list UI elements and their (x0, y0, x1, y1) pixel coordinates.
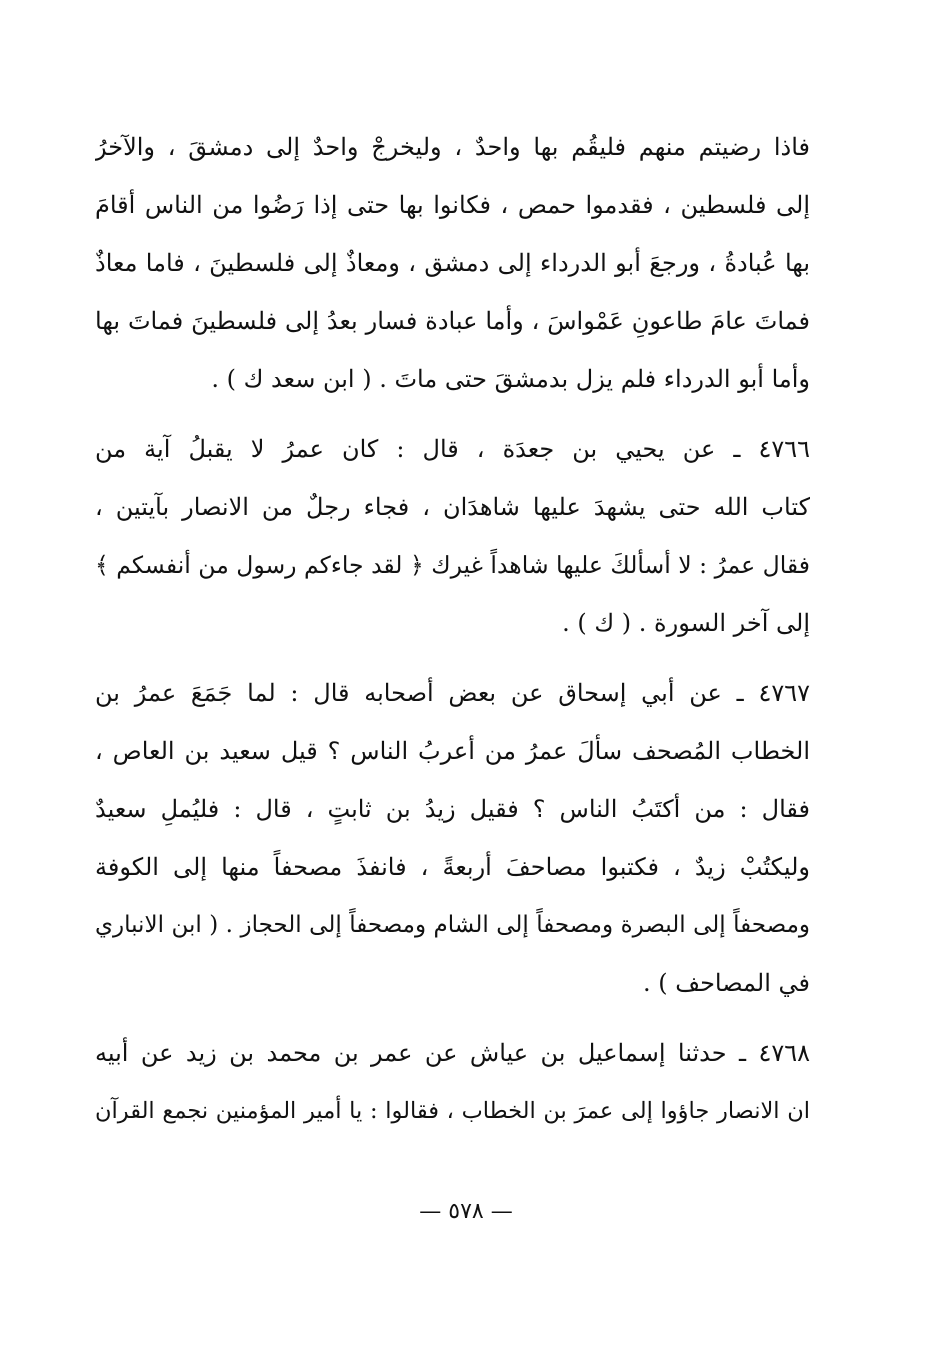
page-number: — ٥٧٨ — (419, 1199, 513, 1224)
paragraph-4767 (95, 664, 810, 1012)
text-line: ان الانصار جاؤوا إلى عمرَ بن الخطاب ، فقالوا : يا أمير المؤمنين نجمع القرآن (95, 1098, 810, 1124)
text-line: ٤٧٦٦ ـ عن يحيي بن جعدَة ، قال : كان عمرُ لا يقبلُ آية من (95, 435, 810, 463)
text-line: في المصاحف ) . (642, 969, 810, 997)
text-line: كتاب الله حتى يشهدَ عليها شاهدَان ، فجاء رجلٌ من الانصار بآيتين ، (95, 493, 810, 521)
text-line: فماتَ عامَ طاعونِ عَمْواسَ ، وأما عبادة فسار بعدُ إلى فلسطينَ فماتَ بها (95, 307, 810, 335)
text-line: بها عُبادةُ ، ورجعَ أبو الدرداء إلى دمشق ، ومعاذٌ إلى فلسطينَ ، فاما معاذٌ (95, 249, 810, 277)
paragraph-gap (95, 408, 810, 420)
paragraph-gap (95, 1012, 810, 1024)
paragraph-gap (95, 652, 810, 664)
text-line: الخطاب المُصحف سألَ عمرُ من أعربُ الناس ؟ قيل سعيد بن العاص ، (95, 737, 810, 765)
text-line: فقال عمرُ : لا أسألكَ عليها شاهداً غيرك ﴿ لقد جاءكم رسول من أنفسكم ﴾ (95, 551, 810, 579)
document-page (95, 118, 810, 1238)
text-line: ومصحفاً إلى البصرة ومصحفاً إلى الشام ومصحفاً إلى الحجاز . ( ابن الانباري (95, 912, 810, 938)
text-line: وليكتُبْ زيدٌ ، فكتبوا مصاحفَ أربعةً ، فانفذَ مصحفاً منها إلى الكوفة (95, 853, 810, 881)
text-line: ٤٧٦٧ ـ عن أبي إسحاق عن بعض أصحابه قال : لما جَمَعَ عمرُ بن (95, 679, 810, 707)
paragraph-4766 (95, 420, 810, 652)
text-line: فقال : من أكتَبُ الناس ؟ فقيل زيدُ بن ثابتٍ ، قال : فليُملِ سعيدٌ (95, 795, 810, 823)
text-line: فاذا رضيتم منهم فليقُم بها واحدٌ ، وليخرجْ واحدٌ إلى دمشقَ ، والآخرُ (95, 133, 810, 161)
paragraph-4768 (95, 1024, 810, 1140)
paragraph-1 (95, 118, 810, 408)
text-line: ٤٧٦٨ ـ حدثنا إسماعيل بن عياش عن عمر بن محمد بن زيد عن أبيه (95, 1039, 810, 1067)
text-line: إلى فلسطين ، فقدموا حمص ، فكانوا بها حتى إذا رَضُوا من الناس أقامَ (95, 191, 810, 219)
text-line: وأما أبو الدرداء فلم يزل بدمشقَ حتى ماتَ . ( ابن سعد ك ) . (211, 365, 810, 393)
text-line: إلى آخر السورة . ( ك ) . (562, 609, 810, 637)
